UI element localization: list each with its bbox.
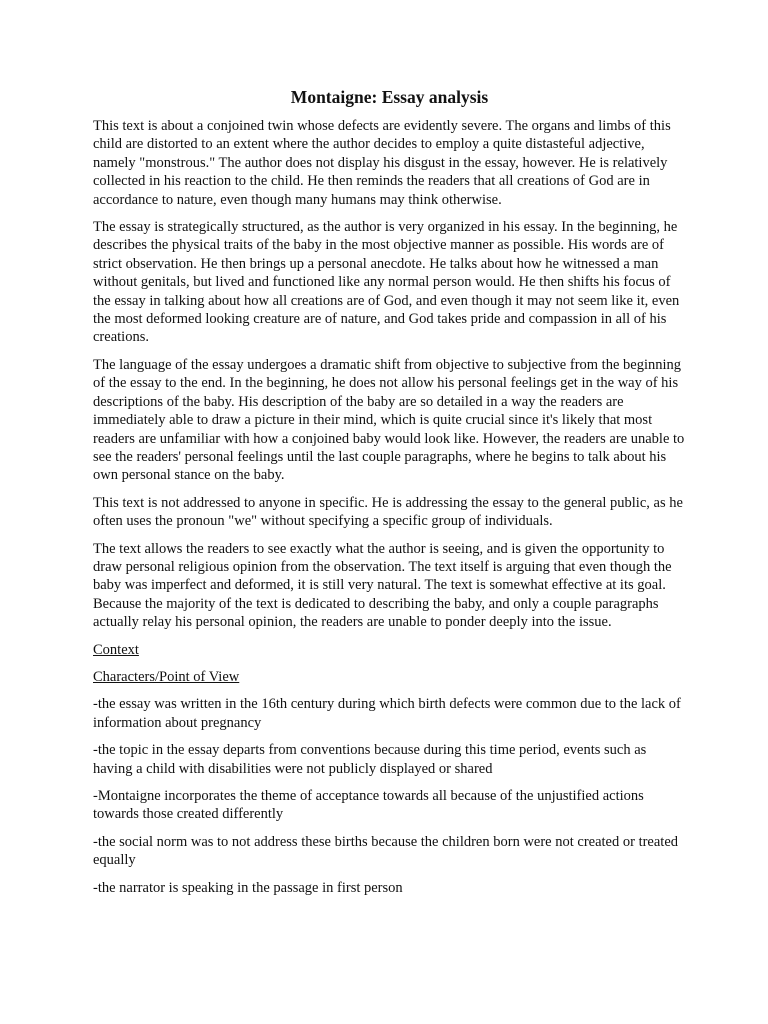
paragraph-audience: This text is not addressed to anyone in specific. He is addressing the essay to the general public, as he often uses the pronoun "we" without specifying a specific group of individuals. (93, 494, 683, 530)
paragraph-language: The language of the essay undergoes a dramatic shift from objective to subjective from the beginning of the essay to the end. In the beginning, he does not allow his personal feelings get in the way of his descriptions of the baby. His description of the baby are so detailed in a way the readers are immediately able to draw a picture in their mind, which is quite crucial since it's likely that most readers are unfamiliar with how a conjoined baby would look like. However, the readers are unable to see the readers' personal feelings until the last couple paragraphs, where he begins to talk about his own personal stance on the baby. (93, 356, 685, 484)
context-heading: Context (93, 641, 139, 658)
bullet-item: -the social norm was to not address these births because the children born were not created or treated equally (93, 833, 679, 869)
characters-heading: Characters/Point of View (93, 668, 240, 685)
bullet-item: -the topic in the essay departs from conventions because during this time period, events such as having a child with disabilities were not publicly displayed or shared (93, 742, 647, 777)
document-title: Montaigne: Essay analysis (290, 87, 489, 107)
paragraph-structure: The essay is strategically structured, as the author is very organized in his essay. In the beginning, he describes the physical traits of the baby in the most objective manner as possible. His words are of strict observation. He then brings up a personal anecdote. He talks about how he witnessed a man without genitals, but lived and functioned like any normal person would. He then shifts his focus of the essay in talking about how all creations are of God, and even though it may not seem like it, even the most deformed looking creature are of nature, and God takes pride and compassion in all of his creations. (93, 219, 680, 346)
bullet-item: -the essay was written in the 16th century during which birth defects were common due to the lack of information about pregnancy (93, 696, 681, 731)
bullet-item: -the narrator is speaking in the passage in first person (93, 879, 403, 896)
bullet-item: -Montaigne incorporates the theme of acceptance towards all because of the unjustified actions towards those created differently (93, 788, 644, 823)
paragraph-summary: This text is about a conjoined twin whose defects are evidently severe. The organs and limbs of this child are distorted to an extent where the author decides to employ a quite distasteful adjective, namely "monstrous." The author does not display his disgust in the essay, however. He is relatively collected in his reaction to the child. He then reminds the readers that all creations of God are in accordance to nature, even though many humans may think otherwise. (93, 118, 671, 208)
paragraph-purpose: The text allows the readers to see exactly what the author is seeing, and is given the opportunity to draw personal religious opinion from the observation. The text itself is arguing that even though the baby was imperfect and deformed, it is still very natural. The text is somewhat effective at its goal. Because the majority of the text is dedicated to describing the baby, and only a couple paragraphs actually relay his personal opinion, the readers are unable to ponder deeply into the issue. (93, 540, 672, 631)
